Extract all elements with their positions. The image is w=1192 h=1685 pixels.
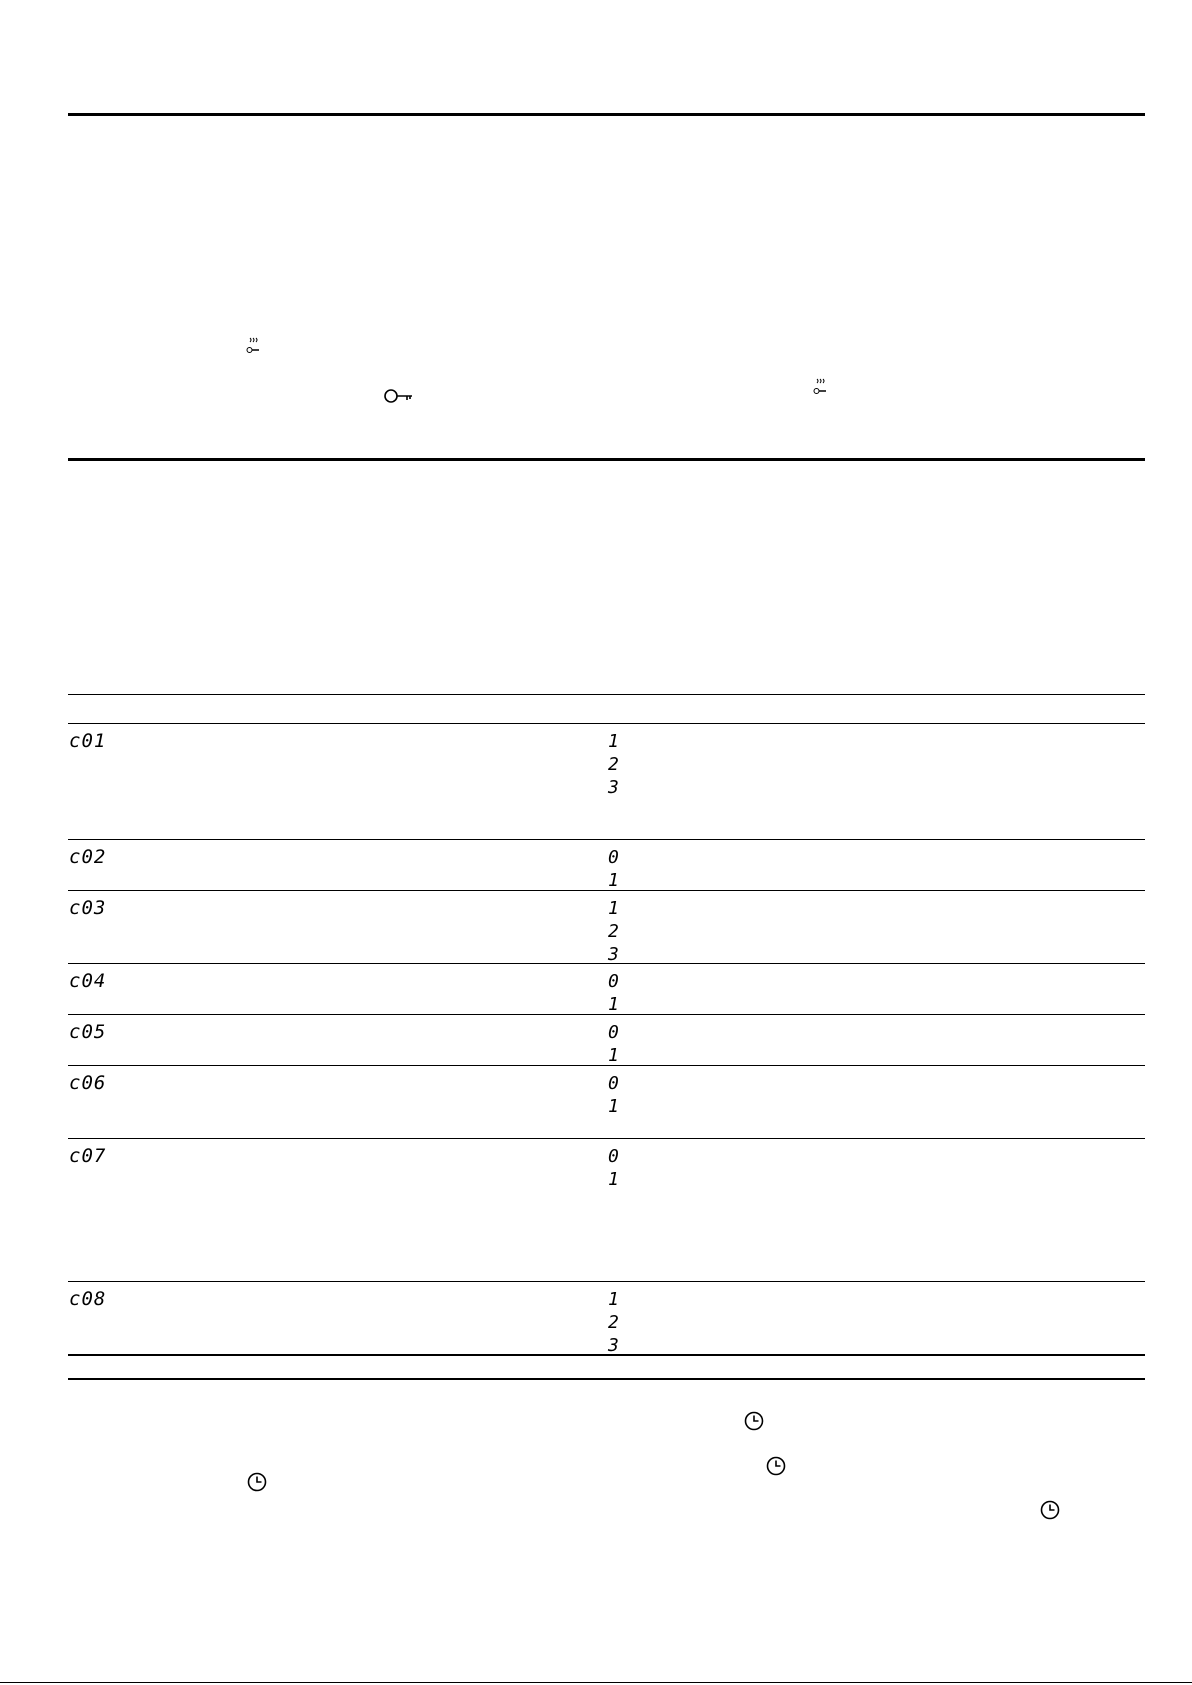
section-divider-top: [68, 113, 1145, 116]
setting-values: 0 1: [608, 847, 619, 891]
section-divider-bottom: [68, 1378, 1145, 1380]
clock-icon: [1040, 1500, 1060, 1520]
table-row: [68, 1282, 1145, 1356]
table-row: [68, 1015, 1145, 1066]
setting-values: 0 1: [608, 1146, 619, 1190]
setting-code: c06: [69, 1072, 107, 1094]
setting-values: 1 2 3: [608, 1289, 619, 1356]
clock-icon: [744, 1411, 764, 1431]
setting-code: c01: [69, 730, 107, 752]
steam-thermometer-icon: [246, 337, 260, 355]
table-header: [68, 694, 1145, 724]
setting-code: c03: [69, 897, 107, 919]
table-row: [68, 1066, 1145, 1139]
setting-code: c08: [69, 1288, 107, 1310]
table-row: [68, 964, 1145, 1015]
steam-thermometer-icon: [813, 378, 827, 396]
table-row: [68, 891, 1145, 964]
section-divider-middle: [68, 458, 1145, 461]
clock-icon: [247, 1472, 267, 1492]
table-row: [68, 1139, 1145, 1282]
key-icon: [384, 388, 414, 404]
basic-settings-table: [68, 694, 1145, 1356]
setting-code: c07: [69, 1145, 107, 1167]
clock-icon: [766, 1456, 786, 1476]
setting-values: 0 1: [608, 1073, 619, 1117]
table-row: [68, 840, 1145, 891]
setting-values: 1 2 3: [608, 898, 619, 965]
setting-code: c02: [69, 846, 107, 868]
setting-code: c04: [69, 970, 107, 992]
setting-values: 1 2 3: [608, 731, 619, 798]
table-row: [68, 724, 1145, 840]
page-bottom-edge: [0, 1682, 1192, 1683]
setting-values: 0 1: [608, 971, 619, 1015]
setting-values: 0 1: [608, 1022, 619, 1066]
setting-code: c05: [69, 1021, 107, 1043]
